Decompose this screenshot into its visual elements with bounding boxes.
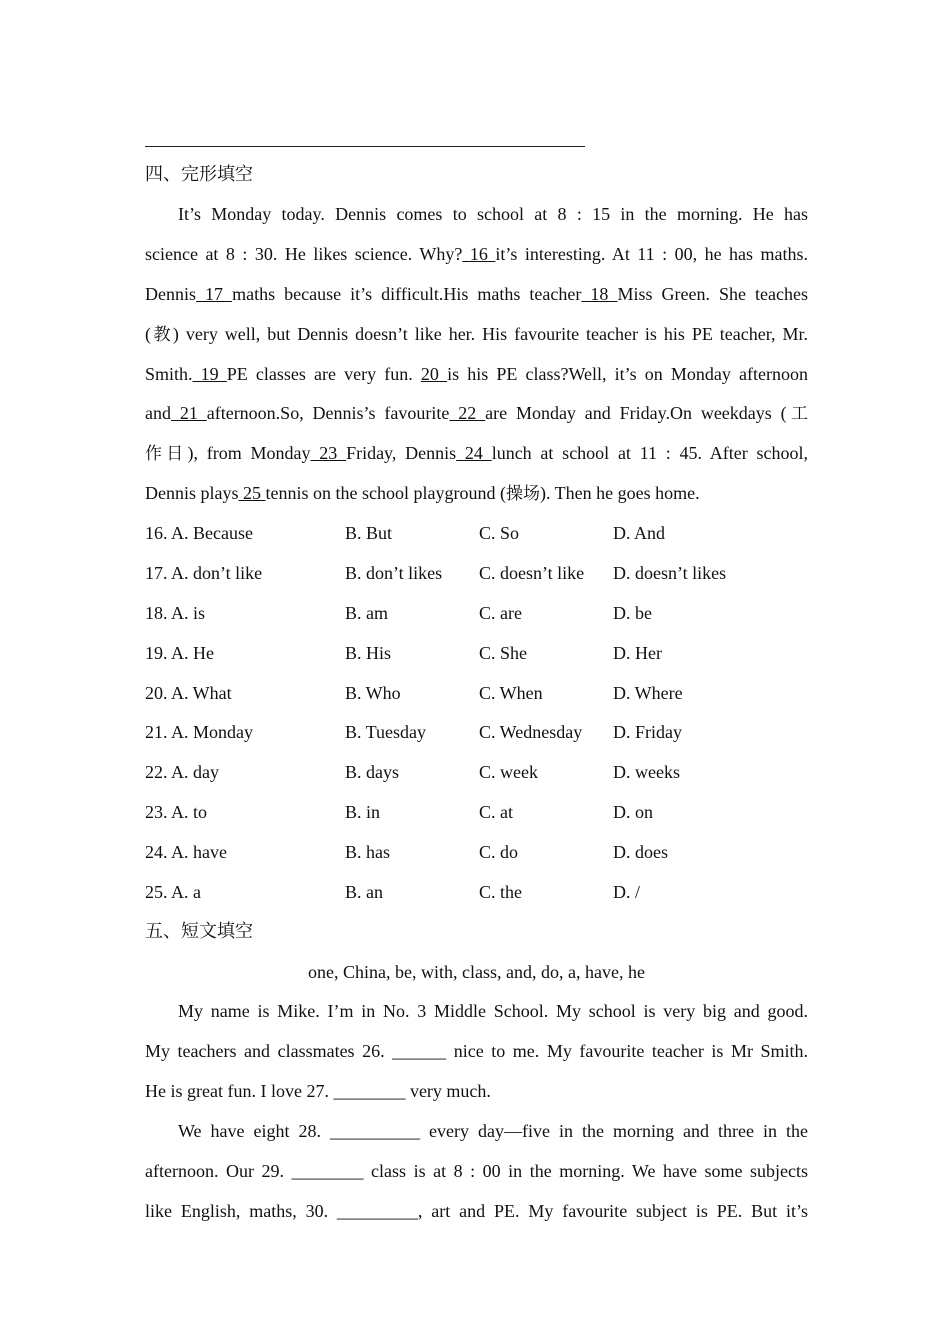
option: D. Friday	[613, 722, 682, 743]
text: ), from Monday	[187, 443, 311, 464]
option: C. doesn’t like	[479, 562, 585, 583]
option: 16. A. Because	[145, 523, 253, 543]
text: It’s Monday today. Dennis comes to school at 8 : 15 in the morning. He has	[178, 204, 808, 224]
blank-24: 24	[456, 443, 492, 464]
blank-22: 22	[449, 403, 486, 424]
passage-line: afternoon. Our 29. ________ class is at 8 : 00 in the morning. We have some subjects	[145, 1160, 808, 1181]
option: 19. A. He	[145, 642, 214, 663]
text: ) very well, but Dennis doesn’t like her. His favourite teacher is his PE teacher, Mr.	[172, 323, 808, 344]
passage-line: like English, maths, 30. _________, art and PE. My favourite subject is PE. But it’s	[145, 1200, 808, 1221]
section-5-title: 五、短文填空	[145, 921, 253, 942]
option-row	[145, 833, 845, 873]
text: ). Then he goes home.	[539, 483, 700, 504]
passage-line	[145, 235, 808, 275]
separator-line	[145, 146, 585, 147]
option-row	[145, 514, 845, 554]
text: tennis on the school playground (	[265, 483, 506, 504]
option: D. on	[613, 802, 653, 823]
blank-18: 18	[581, 283, 618, 304]
option-row	[145, 793, 845, 833]
section-4-title: 四、完形填空	[145, 164, 253, 185]
text: 教	[151, 324, 173, 345]
option: C. at	[479, 802, 513, 823]
option: 18. A. is	[145, 602, 206, 623]
option: B. Who	[345, 682, 401, 703]
option: D. weeks	[613, 762, 680, 783]
text: Friday, Dennis	[346, 443, 457, 464]
passage-line: My teachers and classmates 26. ______ nice to me. My favourite teacher is Mr Smith.	[145, 1040, 808, 1061]
option: B. But	[345, 523, 393, 543]
option: D. be	[613, 602, 652, 623]
option: 17. A. don’t like	[145, 562, 263, 583]
option-row	[145, 594, 845, 634]
passage-line	[145, 394, 808, 434]
passage-line: He is great fun. I love 27. ________ very much.	[145, 1080, 491, 1101]
option: 24. A. have	[145, 842, 227, 863]
passage-line	[145, 275, 808, 315]
text: afternoon.So, Dennis’s favourite	[206, 403, 450, 424]
option: D. And	[613, 523, 666, 543]
passage-line: We have eight 28. __________ every day—five in the morning and three in the	[178, 1121, 808, 1141]
passage-line	[145, 434, 808, 474]
blank-20: 20	[420, 363, 448, 384]
word-bank: one, China, be, with, class, and, do, a, have, he	[308, 962, 645, 982]
option: B. in	[345, 802, 381, 823]
blank-17: 17	[196, 283, 233, 304]
passage-line	[145, 474, 808, 514]
text: Dennis plays	[145, 483, 239, 504]
option: C. do	[479, 842, 519, 863]
option: 23. A. to	[145, 802, 208, 823]
option: D. does	[613, 842, 668, 863]
text: 操场	[505, 484, 540, 505]
text: (	[145, 323, 151, 344]
text: maths because it’s difficult.His maths teacher	[232, 283, 582, 304]
option: 21. A. Monday	[145, 722, 253, 743]
text: are Monday and Friday.On weekdays (	[485, 403, 787, 424]
option: B. don’t likes	[345, 562, 443, 583]
option: 20. A. What	[145, 682, 232, 703]
text: science at 8 : 30. He likes science. Why?	[145, 243, 463, 264]
option: C. the	[479, 882, 522, 903]
option-row	[145, 634, 845, 674]
text: 工	[786, 404, 809, 425]
option: B. days	[345, 762, 399, 783]
text: Smith.	[145, 363, 193, 384]
option: B. Tuesday	[345, 722, 427, 743]
option-row	[145, 674, 845, 714]
option-row	[145, 873, 845, 913]
text: is his PE class?Well, it’s on Monday afternoon	[447, 363, 809, 384]
text: and	[145, 403, 171, 424]
text: Dennis	[145, 283, 196, 304]
blank-16: 16	[462, 243, 496, 264]
option: C. week	[479, 762, 538, 783]
answer-options	[145, 514, 845, 913]
option: C. are	[479, 602, 522, 623]
passage-line: My name is Mike. I’m in No. 3 Middle School. My school is very big and good.	[178, 1001, 808, 1021]
text: it’s interesting. At 11 : 00, he has maths.	[495, 243, 809, 264]
passage-line	[145, 355, 808, 395]
passage-line	[145, 315, 808, 355]
option: D. Her	[613, 642, 662, 663]
blank-19: 19	[192, 363, 227, 384]
passage-paragraph-1	[145, 992, 808, 1112]
option: C. She	[479, 642, 528, 663]
blank-25: 25	[238, 483, 266, 504]
option: B. His	[345, 642, 392, 663]
option-row	[145, 713, 845, 753]
cloze-passage	[145, 195, 808, 514]
text: PE classes are very fun.	[226, 363, 413, 384]
passage-line	[145, 195, 808, 235]
option: B. an	[345, 882, 383, 903]
option: D. Where	[613, 682, 683, 703]
blank-23: 23	[310, 443, 347, 464]
option: C. So	[479, 523, 520, 543]
option-row	[145, 753, 845, 793]
option: C. When	[479, 682, 543, 703]
option-row	[145, 554, 845, 594]
option: 25. A. a	[145, 882, 201, 903]
option: D. /	[613, 882, 640, 903]
passage-paragraph-2	[145, 1112, 808, 1232]
option: B. has	[345, 842, 390, 863]
text: Miss Green. She teaches	[617, 283, 809, 304]
text: lunch at school at 11 : 45. After school,	[491, 443, 809, 464]
option: D. doesn’t likes	[613, 562, 727, 583]
option: B. am	[345, 602, 388, 623]
option: C. Wednesday	[479, 722, 583, 743]
text: 作日	[145, 444, 188, 465]
option: 22. A. day	[145, 762, 219, 783]
blank-21: 21	[171, 403, 207, 424]
